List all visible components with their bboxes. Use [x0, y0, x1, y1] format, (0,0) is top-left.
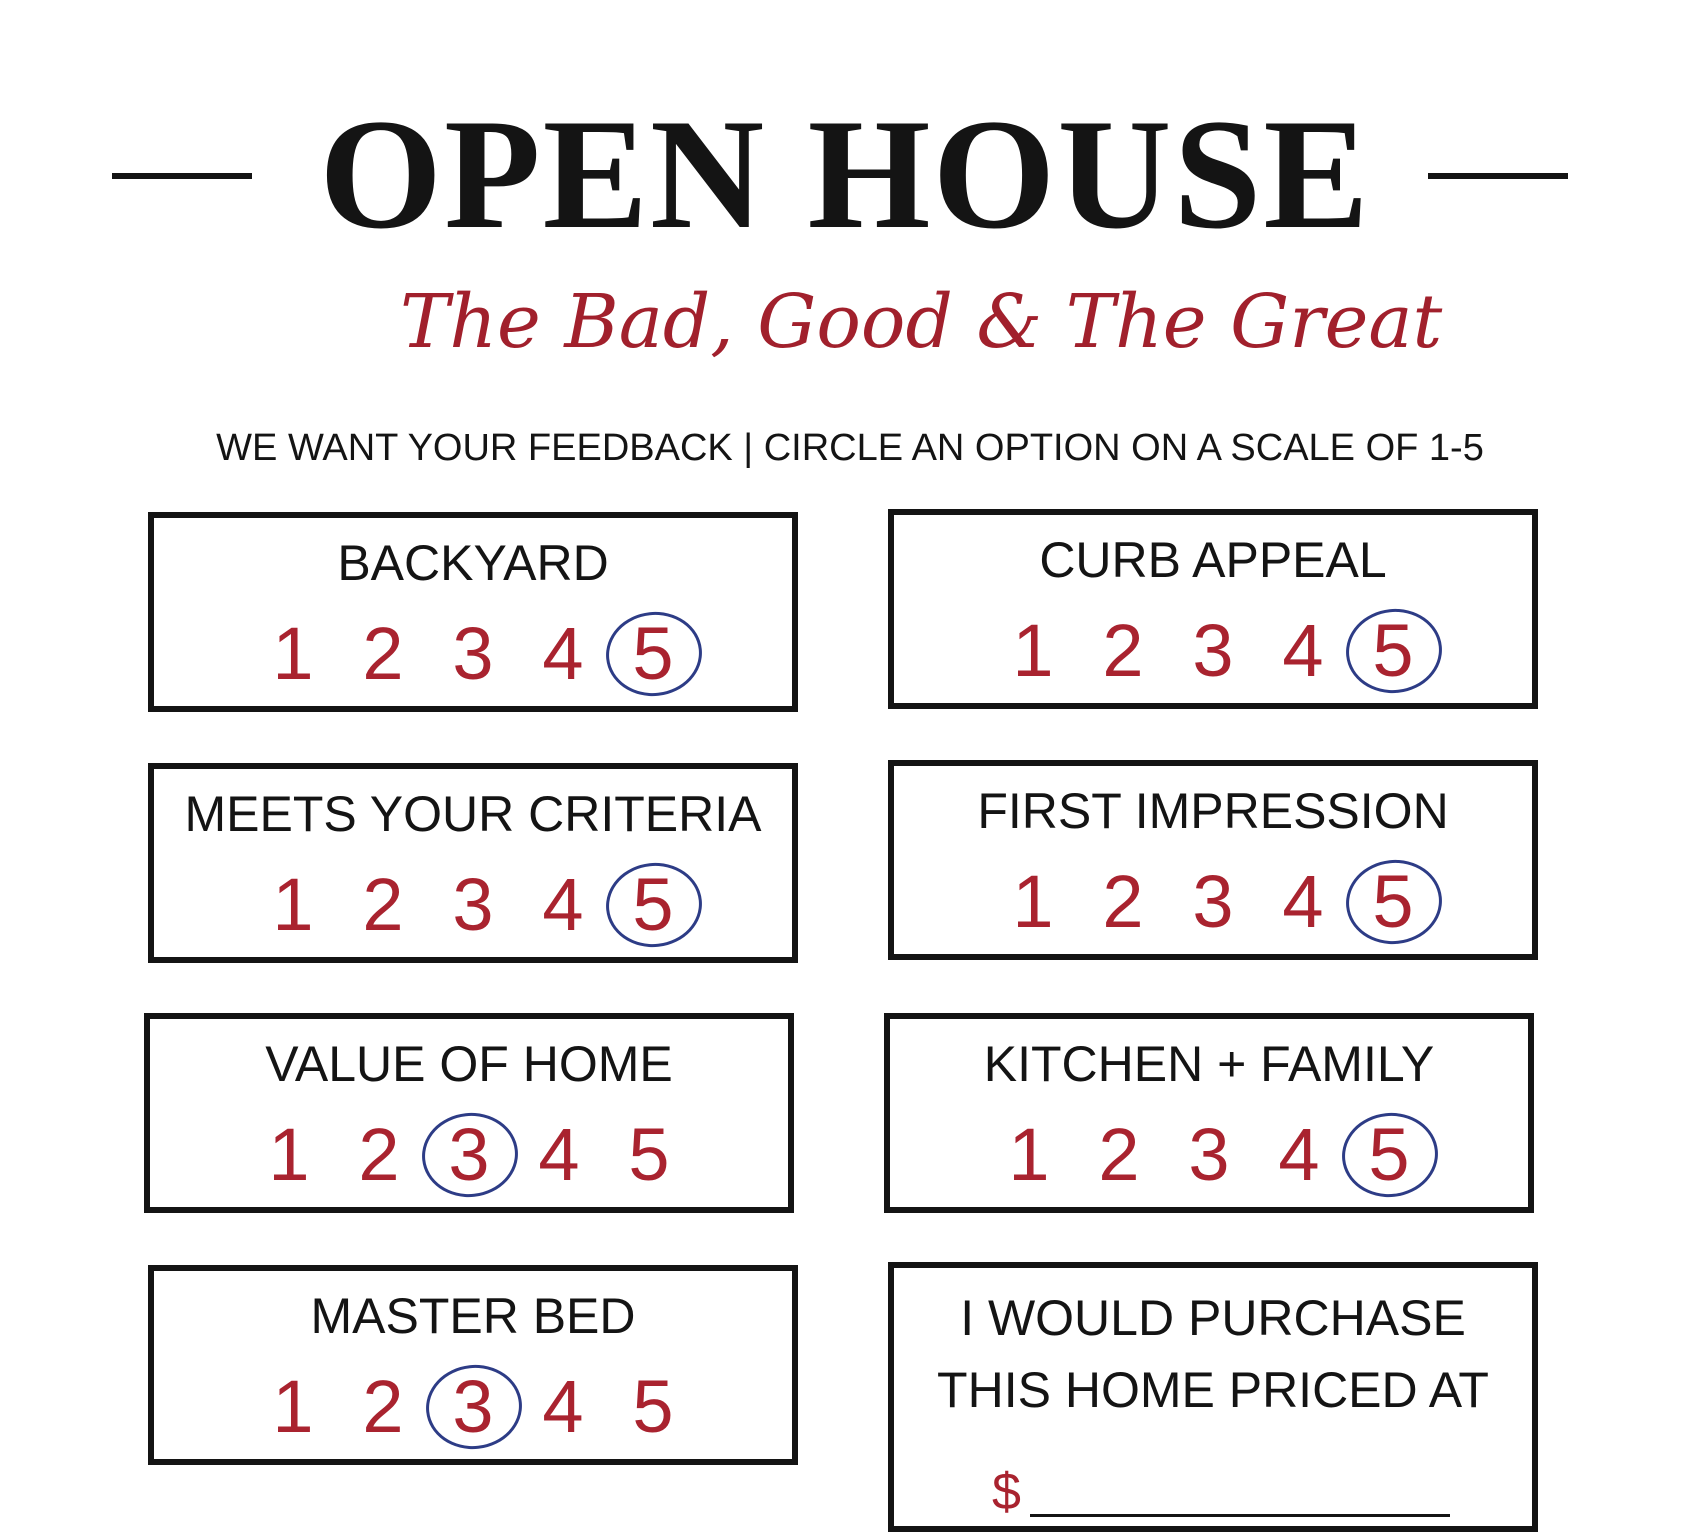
rating-scale [150, 1115, 788, 1195]
scale-option-3[interactable]: 3 [452, 612, 494, 695]
rating-label: BACKYARD [337, 535, 609, 591]
scale-option-3[interactable]: 3 [1192, 609, 1234, 692]
scale-option-1[interactable]: 1 [272, 863, 314, 946]
scale-option-2[interactable]: 2 [362, 863, 404, 946]
rating-label: MASTER BED [310, 1288, 636, 1344]
scale-option-4[interactable]: 4 [1278, 1113, 1320, 1196]
left-title-rule [112, 173, 252, 179]
scale-option-4[interactable]: 4 [538, 1113, 580, 1196]
scale-option-4[interactable]: 4 [542, 612, 584, 695]
purchase-price-box [888, 1262, 1538, 1532]
scale-option-5[interactable]: 5 [1366, 1115, 1412, 1195]
scale-option-3[interactable]: 3 [450, 1367, 496, 1447]
rating-scale [894, 611, 1532, 691]
purchase-line-1: I WOULD PURCHASE [960, 1290, 1466, 1346]
rating-box-first-impression [888, 760, 1538, 960]
rating-box-kitchen-family [884, 1013, 1534, 1213]
scale-option-1[interactable]: 1 [1012, 860, 1054, 943]
scale-option-4[interactable]: 4 [1282, 860, 1324, 943]
scale-option-5[interactable]: 5 [1370, 862, 1416, 942]
scale-option-4[interactable]: 4 [542, 863, 584, 946]
rating-label: CURB APPEAL [1039, 532, 1387, 588]
rating-scale [154, 1367, 792, 1447]
script-subtitle: The Bad, Good & The Great [400, 279, 1443, 365]
rating-label: VALUE OF HOME [265, 1036, 673, 1092]
scale-option-5[interactable]: 5 [1370, 611, 1416, 691]
instructions: WE WANT YOUR FEEDBACK | CIRCLE AN OPTION ON A SCALE OF 1-5 [216, 427, 1484, 469]
rating-box-meets-criteria [148, 763, 798, 963]
rating-label: FIRST IMPRESSION [977, 783, 1449, 839]
scale-option-2[interactable]: 2 [358, 1113, 400, 1196]
price-field[interactable] [992, 1460, 1452, 1530]
rating-box-curb-appeal [888, 509, 1538, 709]
scale-option-2[interactable]: 2 [362, 612, 404, 695]
scale-option-3[interactable]: 3 [1192, 860, 1234, 943]
scale-option-2[interactable]: 2 [1098, 1113, 1140, 1196]
price-blank-line [1030, 1514, 1450, 1517]
scale-option-3[interactable]: 3 [446, 1115, 492, 1195]
scale-option-1[interactable]: 1 [272, 1365, 314, 1448]
currency-symbol: $ [992, 1463, 1021, 1521]
purchase-line-2: THIS HOME PRICED AT [937, 1362, 1489, 1418]
rating-box-backyard [148, 512, 798, 712]
scale-option-5[interactable]: 5 [628, 1113, 670, 1196]
scale-option-4[interactable]: 4 [542, 1365, 584, 1448]
scale-option-2[interactable]: 2 [1102, 609, 1144, 692]
rating-label: MEETS YOUR CRITERIA [184, 786, 762, 842]
scale-option-2[interactable]: 2 [1102, 860, 1144, 943]
scale-option-1[interactable]: 1 [1008, 1113, 1050, 1196]
scale-option-1[interactable]: 1 [272, 612, 314, 695]
page-title: OPEN HOUSE [319, 87, 1371, 262]
scale-option-2[interactable]: 2 [362, 1365, 404, 1448]
scale-option-4[interactable]: 4 [1282, 609, 1324, 692]
right-title-rule [1428, 173, 1568, 179]
rating-scale [154, 865, 792, 945]
rating-scale [890, 1115, 1528, 1195]
scale-option-3[interactable]: 3 [452, 863, 494, 946]
scale-option-1[interactable]: 1 [268, 1113, 310, 1196]
rating-scale [894, 862, 1532, 942]
scale-option-3[interactable]: 3 [1188, 1113, 1230, 1196]
purchase-label [894, 1282, 1532, 1426]
rating-label: KITCHEN + FAMILY [983, 1036, 1435, 1092]
rating-scale [154, 614, 792, 694]
title-row [0, 85, 1696, 265]
rating-box-master-bed [148, 1265, 798, 1465]
scale-option-5[interactable]: 5 [630, 614, 676, 694]
rating-box-value-of-home [144, 1013, 794, 1213]
scale-option-1[interactable]: 1 [1012, 609, 1054, 692]
scale-option-5[interactable]: 5 [630, 865, 676, 945]
scale-option-5[interactable]: 5 [632, 1365, 674, 1448]
